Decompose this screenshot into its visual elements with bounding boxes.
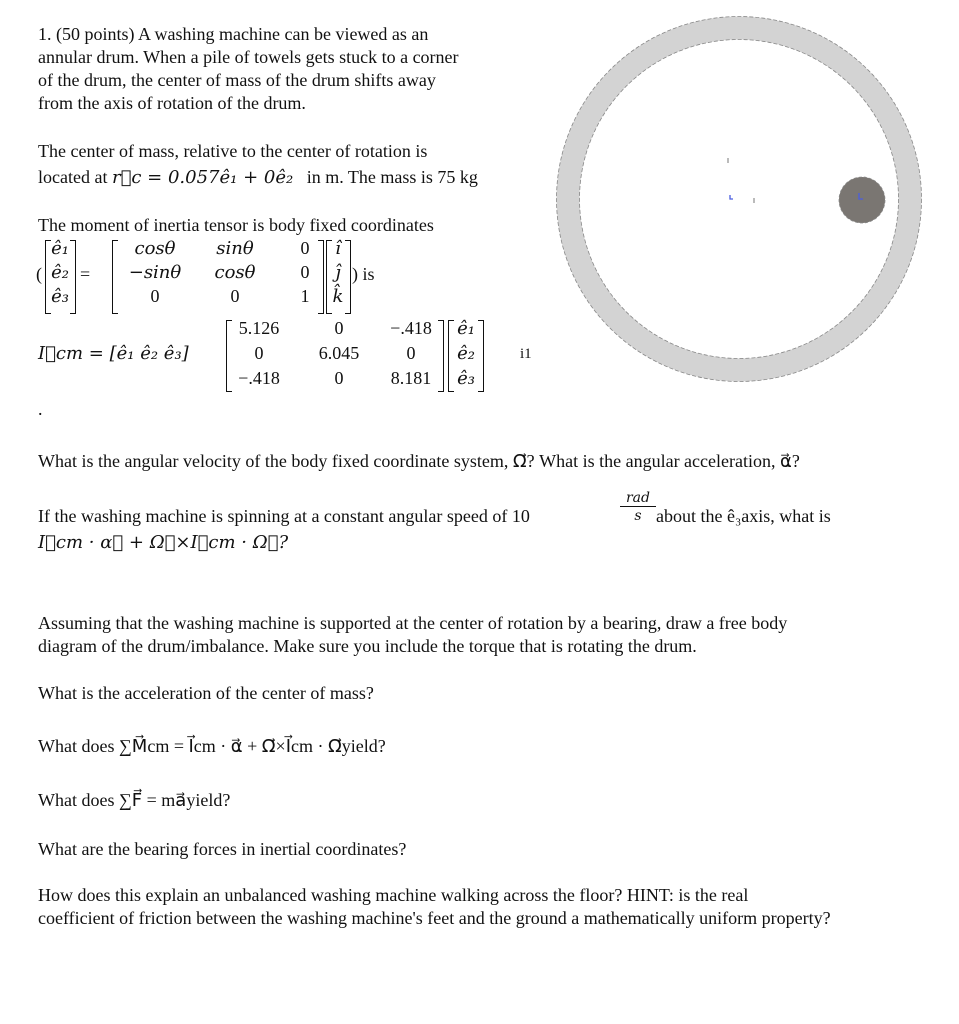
com-equation: r⃗c = 0.057ê₁ + 0ê₂ <box>111 167 294 188</box>
intro-line: annular drum. When a pile of towels gets stuck to a corner <box>38 47 459 67</box>
j-hat: ĵ <box>335 262 341 283</box>
intro-line: of the drum, the center of mass of the drum shifts away <box>38 70 436 90</box>
question-fbd: Assuming that the washing machine is supported at the center of rotation by a bearing, draw a free body <box>38 613 788 633</box>
rotation-suffix: ) is <box>352 264 375 284</box>
k-hat: k̂ <box>332 286 344 307</box>
question-bearing: What are the bearing forces in inertial coordinates? <box>38 839 407 859</box>
unit-rad: rad <box>620 490 656 507</box>
matrix-cell: 0 <box>334 368 344 388</box>
question-spin: If the washing machine is spinning at a constant angular speed of 10 <box>38 506 530 526</box>
i-hat: î <box>335 238 341 259</box>
matrix-cell: cosθ <box>214 262 256 283</box>
matrix-cell: sinθ <box>216 238 254 259</box>
com-text: The center of mass, relative to the center of rotation is <box>38 141 428 161</box>
question-fbd: diagram of the drum/imbalance. Make sure you include the torque that is rotating the drum. <box>38 636 697 656</box>
intro-line: 1. (50 points) A washing machine can be viewed as an <box>38 24 429 44</box>
matrix-cell: 0 <box>334 318 344 338</box>
stray-dot: . <box>38 399 43 419</box>
matrix-cell: 0 <box>150 286 160 306</box>
drum-diagram <box>0 0 959 420</box>
e1-hat: ê₁ <box>457 318 475 339</box>
question-expression: I⃗cm · α⃗ + Ω⃗×I⃗cm · Ω⃗? <box>38 532 289 553</box>
e3-hat: ê₃ <box>457 368 475 389</box>
e2-hat: ê₂ <box>51 262 69 283</box>
matrix-cell: 0 <box>300 238 310 258</box>
question-angular-velocity: What is the angular velocity of the body fixed coordinate system, Ω⃗? What is the angular acceleration, α⃗? <box>38 451 800 471</box>
e1-hat: ê₁ <box>51 238 69 259</box>
matrix-cell: −.418 <box>390 318 432 338</box>
matrix-cell: −.418 <box>238 368 280 388</box>
question-acceleration: What is the acceleration of the center of mass? <box>38 683 374 703</box>
towel-mass <box>839 177 885 223</box>
matrix-cell: 6.045 <box>318 343 360 363</box>
question-force: What does ∑F⃗ = ma⃗yield? <box>38 790 231 810</box>
matrix-cell: 0 <box>254 343 264 363</box>
question-spin-axis: about the ê₃axis, what is <box>656 506 831 526</box>
intro-line: from the axis of rotation of the drum. <box>38 93 306 113</box>
question-moment: What does ∑M⃗cm = I⃗cm · α⃗ + Ω⃗×I⃗cm · Ω⃗yield? <box>38 736 386 756</box>
matrix-cell: 0 <box>406 343 416 363</box>
matrix-cell: cosθ <box>134 238 176 259</box>
question-walking: coefficient of friction between the washing machine's feet and the ground a mathematically uniform property? <box>38 908 831 928</box>
matrix-cell: 0 <box>300 262 310 282</box>
matrix-cell: 0 <box>230 286 240 306</box>
unit-s: s <box>634 508 642 524</box>
com-label: located at <box>38 167 108 187</box>
com-mass: in m. The mass is 75 kg <box>306 167 478 187</box>
inertia-lhs: I⃗cm = [ê₁ ê₂ ê₃] <box>38 343 189 364</box>
matrix-cell: 8.181 <box>390 368 432 388</box>
matrix-cell: 1 <box>300 286 310 306</box>
matrix-cell: 5.126 <box>238 318 280 338</box>
matrix-cell: −sinθ <box>128 262 182 283</box>
e2-hat: ê₂ <box>457 343 475 364</box>
e3-hat: ê₃ <box>51 286 69 307</box>
axis-icon <box>730 195 733 199</box>
inertia-suffix: i1 <box>520 346 532 362</box>
tensor-intro: The moment of inertia tensor is body fixed coordinates <box>38 215 434 235</box>
question-walking: How does this explain an unbalanced washing machine walking across the floor? HINT: is the real <box>38 885 749 905</box>
